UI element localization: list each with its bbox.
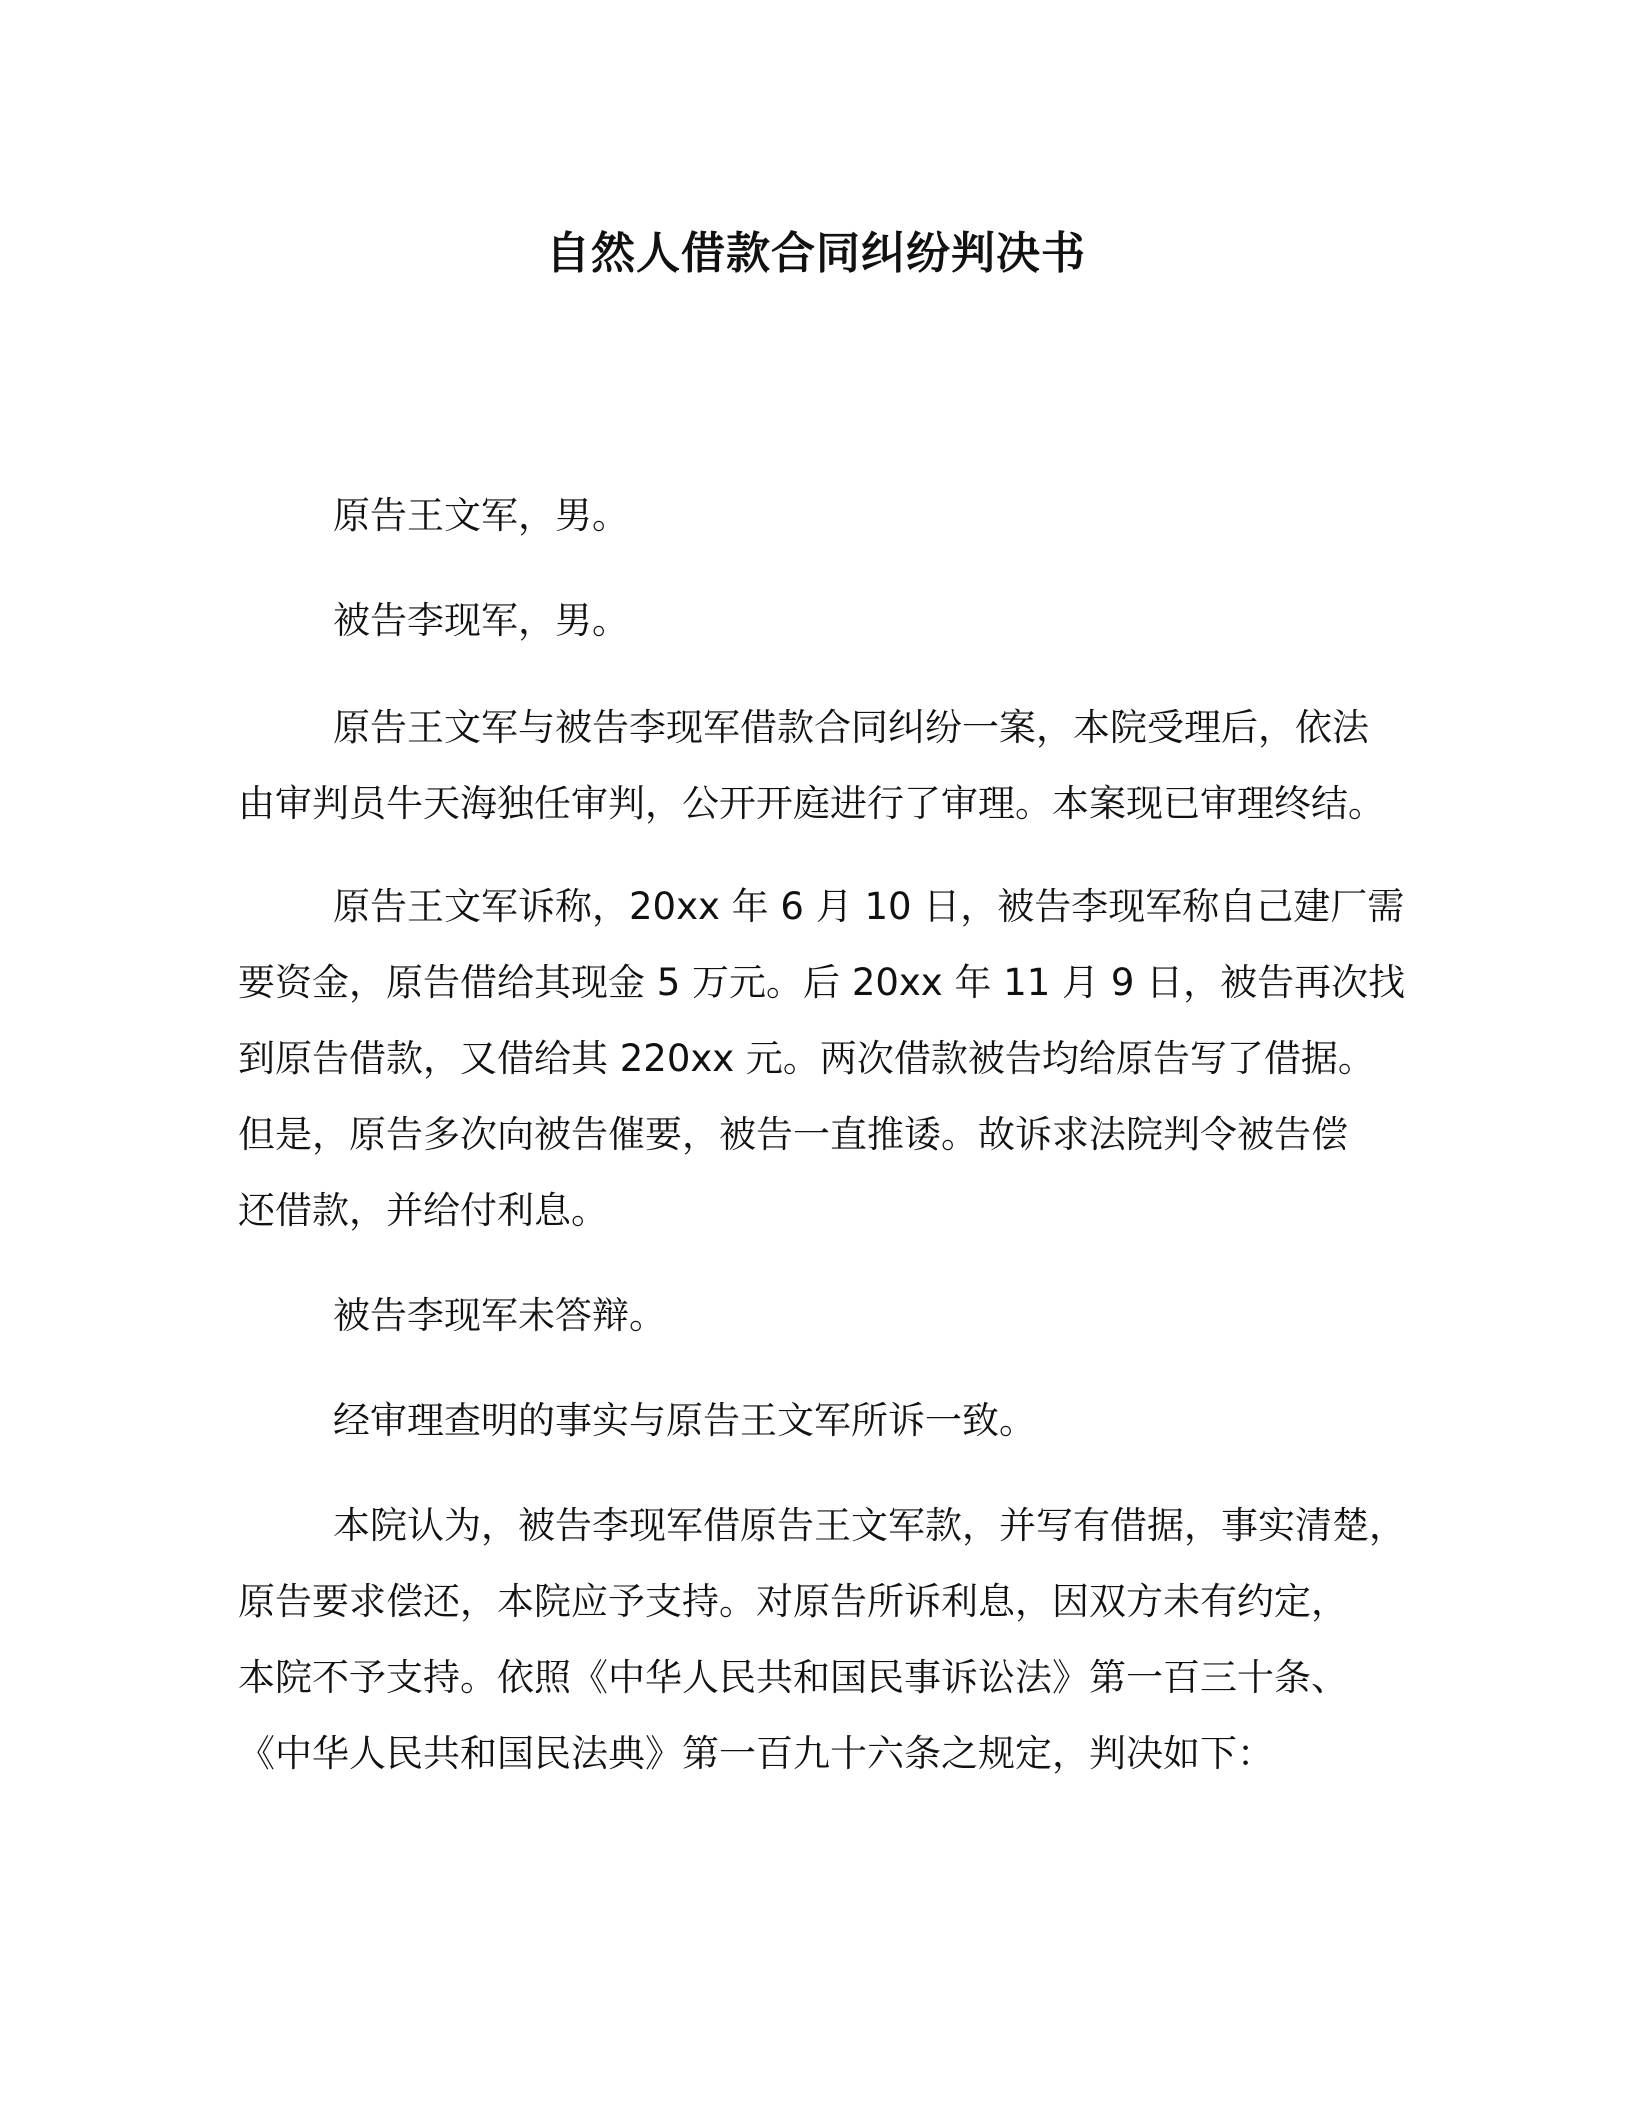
reasoning-line-1: 本院认为，被告李现军借原告王文军款，并写有借据，事实清楚，: [333, 1504, 1406, 1547]
claim-line-4: 但是，原告多次向被告催要，被告一直推诿。故诉求法院判令被告偿: [238, 1113, 1348, 1156]
claim-line-2: 要资金，原告借给其现金 5 万元。后 20xx 年 11 月 9 日，被告再次找: [238, 961, 1406, 1004]
defendant-line: 被告李现军，男。: [333, 599, 629, 642]
document-title: 自然人借款合同纠纷判决书: [546, 228, 1086, 279]
findings-line: 经审理查明的事实与原告王文军所诉一致。: [333, 1399, 1036, 1442]
claim-line-3: 到原告借款，又借给其 220xx 元。两次借款被告均给原告写了借据。: [238, 1037, 1375, 1080]
case-intro-line-1: 原告王文军与被告李现军借款合同纠纷一案，本院受理后，依法: [333, 706, 1369, 749]
reasoning-line-2: 原告要求偿还，本院应予支持。对原告所诉利息，因双方未有约定，: [238, 1580, 1348, 1623]
claim-line-5: 还借款，并给付利息。: [238, 1189, 608, 1232]
plaintiff-line: 原告王文军，男。: [333, 494, 629, 537]
claim-line-1: 原告王文军诉称，20xx 年 6 月 10 日，被告李现军称自己建厂需: [333, 885, 1405, 928]
reasoning-line-4: 《中华人民共和国民法典》第一百九十六条之规定，判决如下：: [238, 1732, 1274, 1775]
case-intro-line-2: 由审判员牛天海独任审判，公开开庭进行了审理。本案现已审理终结。: [238, 782, 1385, 825]
defense-line: 被告李现军未答辩。: [333, 1294, 666, 1337]
reasoning-line-3: 本院不予支持。依照《中华人民共和国民事诉讼法》第一百三十条、: [238, 1656, 1348, 1699]
